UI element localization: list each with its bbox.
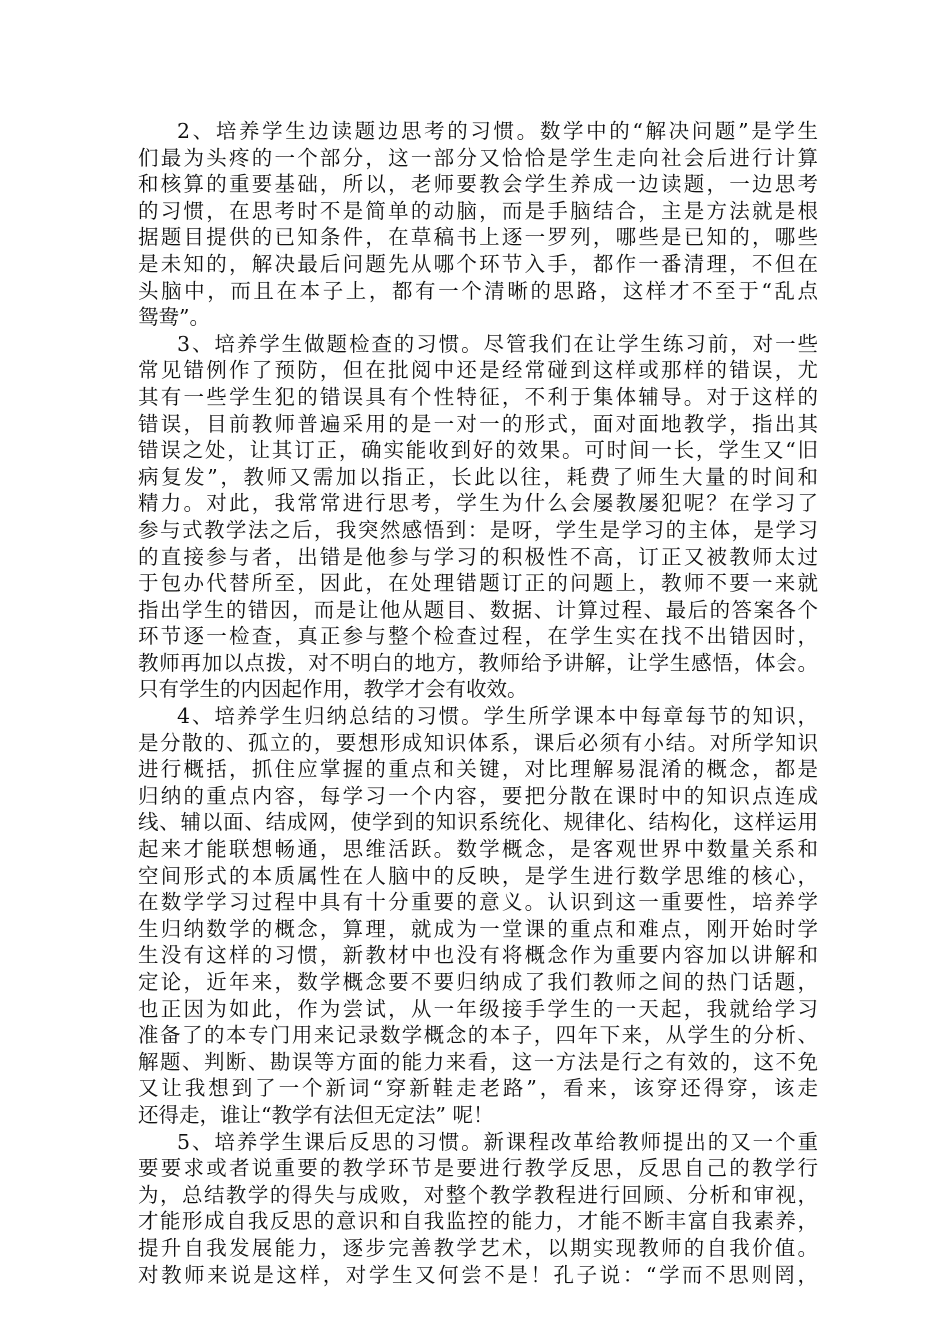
text-line: 据题目提供的已知条件，在草稿书上逐一罗列，哪些是已知的，哪些: [138, 225, 818, 250]
text-line: 归纳的重点内容，每学习一个内容，要把分散在课时中的知识点连成: [138, 783, 818, 808]
text-line: 环节逐一检查，真正参与整个检查过程，在学生实在找不出错因时，: [138, 624, 818, 649]
text-line: 提升自我发展能力，逐步完善教学艺术，以期实现教师的自我价值。: [138, 1235, 818, 1260]
paragraph-5: [138, 1129, 818, 1289]
text-line: 还得走，谁让“教学有法但无定法” 呢！: [138, 1102, 494, 1127]
text-line: 和核算的重要基础，所以，老师要教会学生养成一边读题，一边思考: [138, 172, 818, 197]
text-line: 于包办代替所至，因此，在处理错题订正的问题上，教师不要一来就: [138, 571, 818, 596]
text-line: 教师再加以点拨，对不明白的地方，教师给予讲解，让学生感悟，体会。: [138, 650, 818, 675]
text-line: 常见错例作了预防，但在批阅中还是经常碰到这样或那样的错误，尤: [138, 358, 818, 383]
text-line: 的直接参与者，出错是他参与学习的积极性不高，订正又被教师太过: [138, 544, 818, 569]
paragraph-4: [138, 703, 818, 1129]
text-line: 2、培养学生边读题边思考的习惯。数学中的“解决问题”是学生: [177, 119, 818, 143]
text-line: 是分散的、孤立的，要想形成知识体系，课后必须有小结。对所学知识: [138, 730, 818, 755]
text-line: 错误，目前教师普遍采用的是一对一的形式，面对面地教学，指出其: [138, 411, 818, 436]
paragraph-2: [138, 118, 818, 331]
text-line: 5、培养学生课后反思的习惯。新课程改革给教师提出的又一个重: [177, 1129, 818, 1154]
text-line: 3、培养学生做题检查的习惯。尽管我们在让学生练习前，对一些: [177, 331, 818, 356]
text-line: 也正因为如此，作为尝试，从一年级接手学生的一天起，我就给学习: [138, 996, 818, 1021]
text-line: 的习惯，在思考时不是简单的动脑，而是手脑结合，主是方法就是根: [138, 198, 818, 223]
text-line: 指出学生的错因，而是让他从题目、数据、计算过程、最后的答案各个: [138, 597, 818, 622]
text-line: 生归纳数学的概念，算理，就成为一堂课的重点和难点，刚开始时学: [138, 916, 818, 941]
text-line: 对教师来说是这样，对学生又何尝不是！孔子说：“学而不思则罔，: [138, 1262, 818, 1287]
text-line: 又让我想到了一个新词“穿新鞋走老路”，看来，该穿还得穿，该走: [138, 1076, 818, 1101]
text-line: 进行概括，抓住应掌握的重点和关键，对比理解易混淆的概念，都是: [138, 757, 818, 782]
text-line: 精力。对此，我常常进行思考，学生为什么会屡教屡犯呢？在学习了: [138, 491, 818, 516]
text-line: 其有一些学生犯的错误具有个性特征，不利于集体辅导。对于这样的: [138, 384, 818, 409]
document-body: [138, 118, 818, 1288]
text-line: 是未知的，解决最后问题先从哪个环节入手，都作一番清理，不但在: [138, 251, 818, 276]
paragraph-3: [138, 331, 818, 703]
text-line: 错误之处，让其订正，确实能收到好的效果。可时间一长，学生又“旧: [138, 438, 818, 463]
text-line: 起来才能联想畅通，思维活跃。数学概念，是客观世界中数量关系和: [138, 837, 818, 862]
text-line: 头脑中，而且在本子上，都有一个清晰的思路，这样才不至于“乱点: [138, 278, 818, 303]
text-line: 生没有这样的习惯，新教材中也没有将概念作为重要内容加以讲解和: [138, 943, 818, 968]
text-line: 只有学生的内因起作用，教学才会有收效。: [138, 677, 528, 702]
text-line: 定论，近年来，数学概念要不要归纳成了我们教师之间的热门话题，: [138, 970, 818, 994]
text-line: 参与式教学法之后，我突然感悟到：是呀，学生是学习的主体，是学习: [138, 517, 818, 542]
text-line: 才能形成自我反思的意识和自我监控的能力，才能不断丰富自我素养，: [138, 1209, 818, 1234]
text-line: 在数学学习过程中具有十分重要的意义。认识到这一重要性，培养学: [138, 890, 818, 915]
text-line: 4、培养学生归纳总结的习惯。学生所学课本中每章每节的知识，: [177, 704, 818, 729]
text-line: 线、辅以面、结成网，使学到的知识系统化、规律化、结构化，这样运用: [138, 810, 818, 835]
text-line: 要要求或者说重要的教学环节是要进行教学反思，反思自己的教学行: [138, 1156, 818, 1181]
text-line: 空间形式的本质属性在人脑中的反映，是学生进行数学思维的核心，: [138, 863, 818, 888]
text-line: 们最为头疼的一个部分，这一部分又恰恰是学生走向社会后进行计算: [138, 145, 818, 170]
text-line: 病复发”，教师又需加以指正，长此以往，耗费了师生大量的时间和: [138, 464, 818, 489]
text-line: 解题、判断、勘误等方面的能力来看，这一方法是行之有效的，这不免: [138, 1049, 818, 1074]
text-line: 为，总结教学的得失与成败，对整个教学教程进行回顾、分析和审视，: [138, 1182, 818, 1207]
text-line: 鸳鸯”。: [138, 305, 210, 330]
text-line: 准备了的本专门用来记录数学概念的本子，四年下来，从学生的分析、: [138, 1023, 818, 1048]
